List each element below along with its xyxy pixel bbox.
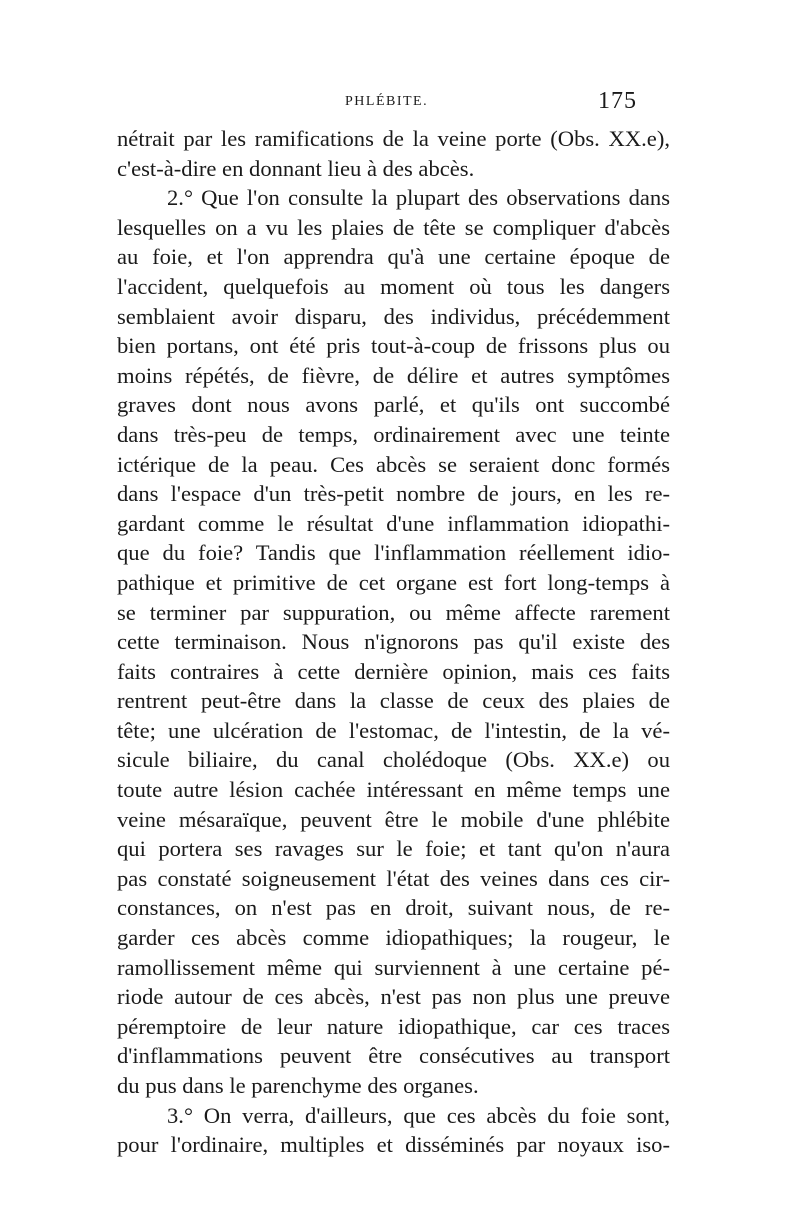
text-line: rentrent peut-être dans la classe de ceux des plaies de [117, 688, 670, 714]
text-line: dans l'espace d'un très-petit nombre de jours, en les re- [117, 481, 670, 507]
text-line: lesquelles on a vu les plaies de tête se compliquer d'abcès [117, 214, 670, 240]
text-line: pour l'ordinaire, multiples et disséminés par noyaux iso- [117, 1132, 670, 1158]
text-line: au foie, et l'on apprendra qu'à une certaine époque de [117, 244, 670, 270]
text-line: veine mésaraïque, peuvent être le mobile d'une phlébite [117, 806, 670, 832]
text-line: 2.° Que l'on consulte la plupart des observations dans [167, 185, 670, 211]
text-line: cette terminaison. Nous n'ignorons pas qu'il existe des [117, 629, 670, 655]
text-line: se terminer par suppuration, ou même affecte rarement [117, 599, 670, 625]
text-line: garder ces abcès comme idiopathiques; la rougeur, le [117, 925, 670, 951]
text-line: gardant comme le résultat d'une inflammation idiopathi- [117, 510, 670, 536]
text-line: nétrait par les ramifications de la veine porte (Obs. XX.e), [117, 126, 670, 151]
page-number: 175 [598, 88, 637, 114]
text-line: bien portans, ont été pris tout-à-coup de frissons plus ou [117, 333, 670, 359]
text-line: moins répétés, de fièvre, de délire et autres symptômes [117, 362, 670, 388]
text-line: faits contraires à cette dernière opinion, mais ces faits [117, 658, 670, 684]
text-line: riode autour de ces abcès, n'est pas non plus une preuve [117, 984, 670, 1010]
text-line: pathique et primitive de cet organe est fort long-temps à [117, 569, 670, 595]
text-line: pas constaté soigneusement l'état des veines dans ces cir- [117, 865, 670, 891]
text-line: c'est-à-dire en donnant lieu à des abcès. [117, 155, 475, 181]
text-line: tête; une ulcération de l'estomac, de l'intestin, de la vé- [117, 717, 670, 743]
text-line: d'inflammations peuvent être consécutives au transport [117, 1043, 670, 1069]
text-line: qui portera ses ravages sur le foie; et tant qu'on n'aura [117, 836, 670, 862]
text-line: 3.° On verra, d'ailleurs, que ces abcès du foie sont, [167, 1102, 670, 1128]
text-line: ictérique de la peau. Ces abcès se seraient donc formés [117, 451, 670, 477]
text-line: que du foie? Tandis que l'inflammation réellement idio- [117, 540, 670, 566]
text-line: péremptoire de leur nature idiopathique, car ces traces [117, 1013, 670, 1039]
text-line: semblaient avoir disparu, des individus, précédemment [117, 303, 670, 329]
text-line: ramollissement même qui surviennent à une certaine pé- [117, 954, 670, 980]
running-title: PHLÉBITE. [345, 94, 429, 109]
text-line: dans très-peu de temps, ordinairement avec une teinte [117, 421, 670, 447]
text-line: toute autre lésion cachée intéressant en même temps une [117, 777, 670, 803]
text-line: l'accident, quelquefois au moment où tous les dangers [117, 273, 670, 299]
body-text [117, 124, 670, 1160]
text-line: sicule biliaire, du canal cholédoque (Obs. XX.e) ou [117, 747, 670, 773]
text-line: constances, on n'est pas en droit, suivant nous, de re- [117, 895, 670, 921]
page-header [0, 88, 800, 118]
text-line: du pus dans le parenchyme des organes. [117, 1073, 479, 1098]
text-line: graves dont nous avons parlé, et qu'ils ont succombé [117, 392, 670, 418]
